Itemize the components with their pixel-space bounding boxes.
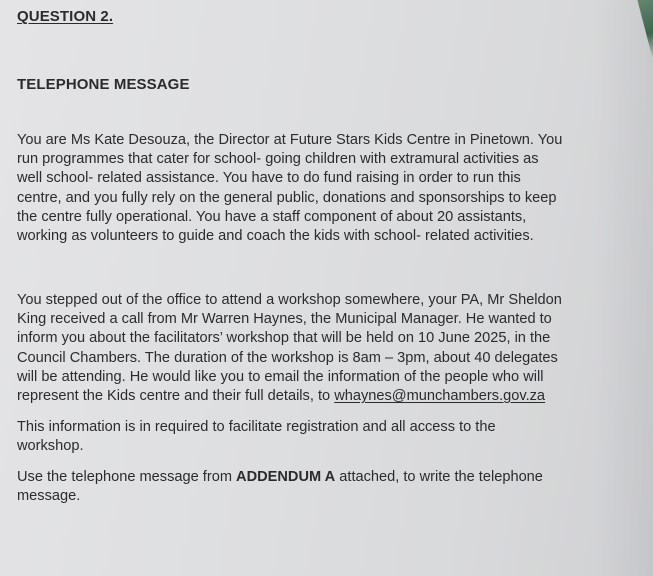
paragraph-line: message. xyxy=(17,488,81,505)
paragraph-line: Council Chambers. The duration of the workshop is 8am – 3pm, about 40 delegates xyxy=(17,349,558,366)
paragraph-line-text: represent the Kids centre and their full details, to xyxy=(17,388,335,405)
paragraph-line: the centre fully operational. You have a staff component of about 20 assistants, xyxy=(17,208,527,225)
scenario-paragraph xyxy=(17,131,562,246)
paragraph-line: centre, and you fully rely on the general public, donations and sponsorships to keep xyxy=(17,189,557,206)
paragraph-line: working as volunteers to guide and coach the kids with school- related activities. xyxy=(17,228,534,245)
paragraph-line: inform you about the facilitators’ workshop that will be held on 10 June 2025, in the xyxy=(17,330,551,347)
addendum-reference: ADDENDUM A xyxy=(236,469,336,485)
paragraph-line: King received a call from Mr Warren Haynes, the Municipal Manager. He wanted to xyxy=(17,311,552,328)
page-edge-shadow xyxy=(593,0,653,576)
paragraph-line: well school- related assistance. You have to do fund raising in order to run this xyxy=(17,170,521,187)
paragraph-line: You stepped out of the office to attend a workshop somewhere, your PA, Mr Sheldon xyxy=(17,292,562,308)
instruction-paragraph xyxy=(17,468,543,506)
question-heading: QUESTION 2. xyxy=(17,8,114,25)
instruction-text-end: attached, to write the telephone xyxy=(335,469,543,485)
telephone-message-heading: TELEPHONE MESSAGE xyxy=(17,76,190,93)
paragraph-line: run programmes that cater for school- going children with extramural activities as xyxy=(17,151,539,168)
paragraph-line: This information is in required to facilitate registration and all access to the xyxy=(17,419,496,435)
call-details-paragraph xyxy=(17,291,562,406)
paragraph-line: will be attending. He would like you to email the information of the people who will xyxy=(17,368,544,385)
paragraph-line: workshop. xyxy=(17,438,84,455)
email-link[interactable]: whaynes@munchambers.gov.za xyxy=(334,388,546,405)
paragraph-line xyxy=(17,468,543,487)
paragraph-line: You are Ms Kate Desouza, the Director at Future Stars Kids Centre in Pinetown. You xyxy=(17,132,563,148)
instruction-text-start: Use the telephone message from xyxy=(17,469,237,485)
purpose-paragraph xyxy=(17,418,496,456)
paragraph-line xyxy=(17,387,562,406)
